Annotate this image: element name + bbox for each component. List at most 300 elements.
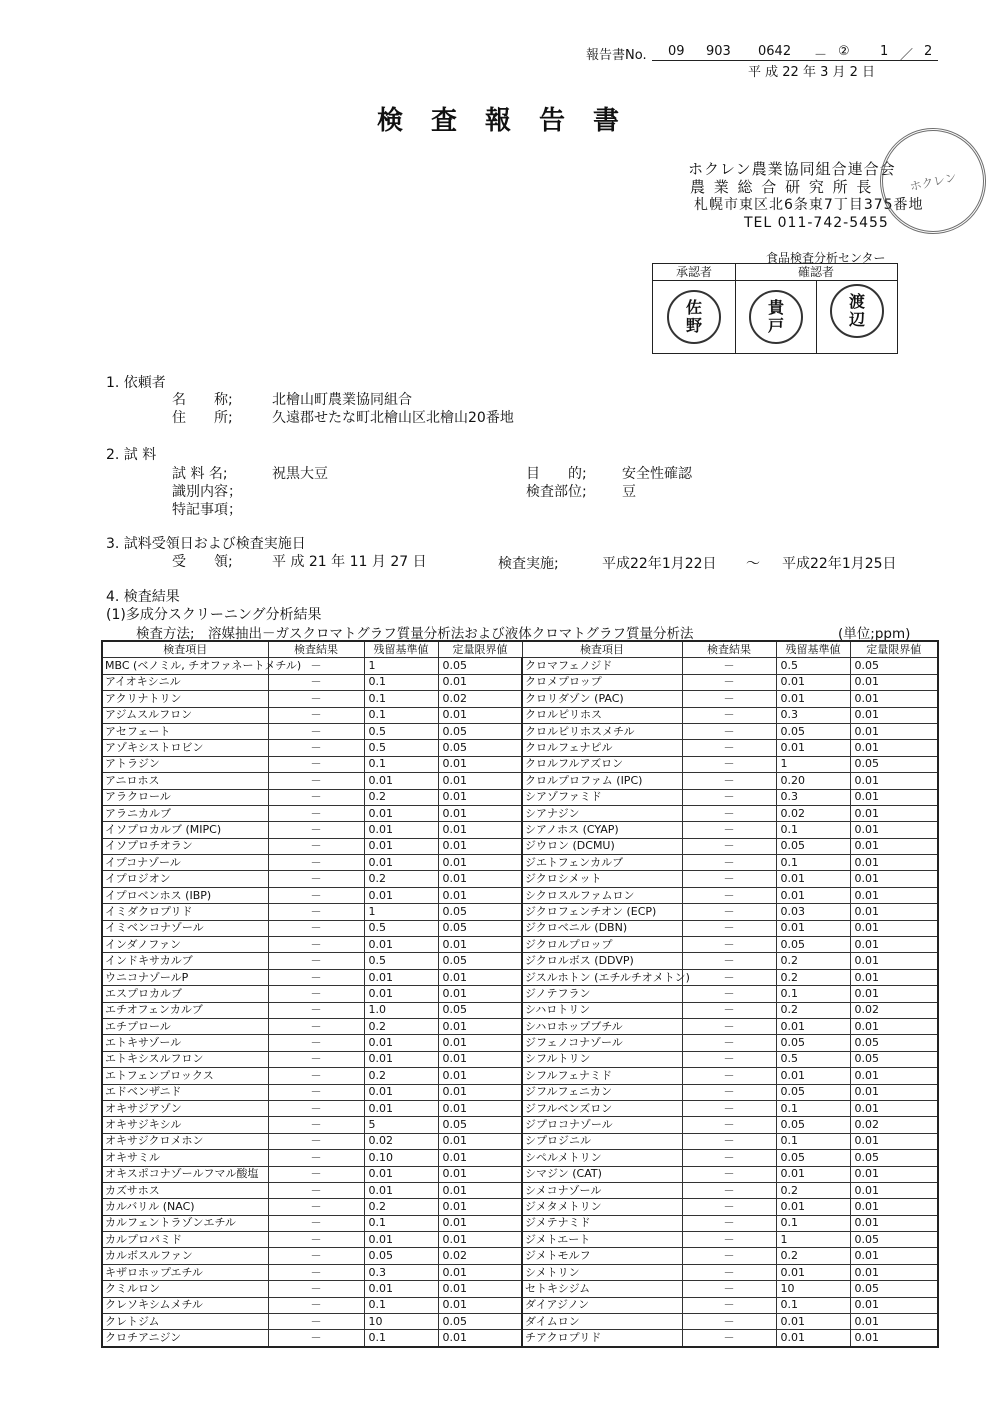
table-row [102, 822, 938, 838]
cell-result: － [268, 773, 364, 789]
cell-mrl: 0.5 [364, 953, 438, 969]
sample-name: 祝黒大豆 [272, 466, 328, 482]
cell-result: － [268, 986, 364, 1002]
table-row [102, 805, 938, 821]
cell-item: アジムスルフロン [102, 707, 268, 723]
cell-loq: 0.01 [850, 838, 938, 854]
cell-item: セトキシジム [522, 1281, 682, 1297]
cell-result: － [682, 1166, 776, 1182]
cell-loq: 0.01 [850, 1199, 938, 1215]
table-row [102, 658, 938, 674]
cell-mrl: 0.01 [776, 1264, 850, 1280]
requester-name-label: 名 称; [172, 392, 233, 408]
cell-loq: 0.05 [438, 1002, 522, 1018]
sample-notes-label: 特記事項； [172, 502, 242, 518]
cell-mrl: 0.3 [776, 789, 850, 805]
report-number-dash: － [814, 48, 828, 63]
cell-item: オキサジクロメホン [102, 1133, 268, 1149]
cell-mrl: 0.20 [776, 773, 850, 789]
cell-item: ウニコナゾールP [102, 969, 268, 985]
cell-item: キザロホップエチル [102, 1264, 268, 1280]
cell-result: － [268, 707, 364, 723]
cell-item: イプロベンホス (IBP) [102, 887, 268, 903]
cell-mrl: 0.1 [776, 1133, 850, 1149]
table-row [102, 986, 938, 1002]
cell-item: シクロスルファムロン [522, 887, 682, 903]
cell-loq: 0.01 [850, 1297, 938, 1313]
table-row [102, 1281, 938, 1297]
cell-mrl: 0.01 [364, 822, 438, 838]
cell-loq: 0.05 [438, 1117, 522, 1133]
table-row [102, 1232, 938, 1248]
cell-item: ジメトモルフ [522, 1248, 682, 1264]
cell-mrl: 0.1 [776, 1100, 850, 1116]
cell-result: － [682, 740, 776, 756]
cell-result: － [268, 691, 364, 707]
cell-mrl: 0.01 [776, 691, 850, 707]
cell-loq: 0.01 [850, 871, 938, 887]
table-row [102, 1100, 938, 1116]
cell-mrl: 0.1 [364, 1330, 438, 1347]
cell-result: － [682, 1018, 776, 1034]
cell-result: － [268, 969, 364, 985]
col-header-item: 検査項目 [522, 641, 682, 658]
cell-loq: 0.01 [438, 773, 522, 789]
cell-result: － [682, 969, 776, 985]
issuer-department: 農 業 総 合 研 究 所 長 [690, 178, 874, 196]
cell-loq: 0.01 [438, 1281, 522, 1297]
cell-item: ダイアジノン [522, 1297, 682, 1313]
cell-item: エドベンザニド [102, 1084, 268, 1100]
cell-mrl: 0.2 [776, 1002, 850, 1018]
issuer-organization: ホクレン農業協同組合連合会 [688, 160, 896, 178]
cell-item: イプロジオン [102, 871, 268, 887]
cell-item: シフルトリン [522, 1051, 682, 1067]
cell-result: － [268, 904, 364, 920]
requester-address-label: 住 所; [172, 410, 233, 426]
cell-item: アラニカルブ [102, 805, 268, 821]
cell-loq: 0.02 [850, 1117, 938, 1133]
cell-item: イミダクロプリド [102, 904, 268, 920]
cell-loq: 0.01 [438, 986, 522, 1002]
cell-result: － [268, 887, 364, 903]
col-header-mrl: 残留基準値 [776, 641, 850, 658]
confirmer-seal-1: 貴 戸 [749, 290, 803, 344]
cell-item: シフルフェナミド [522, 1068, 682, 1084]
table-row [102, 1084, 938, 1100]
cell-mrl: 0.01 [776, 740, 850, 756]
cell-item: MBC (ベノミル, チオファネートメチル) [102, 658, 268, 674]
confirmer-seal-2: 渡 辺 [830, 284, 884, 338]
cell-mrl: 5 [364, 1117, 438, 1133]
cell-mrl: 0.1 [364, 707, 438, 723]
cell-mrl: 0.5 [776, 1051, 850, 1067]
cell-result: － [682, 756, 776, 772]
table-row [102, 1330, 938, 1347]
test-period-tilde: ～ [746, 556, 760, 572]
table-row [102, 773, 938, 789]
cell-loq: 0.01 [850, 805, 938, 821]
cell-loq: 0.01 [438, 1330, 522, 1347]
cell-loq: 0.05 [438, 658, 522, 674]
cell-mrl: 1 [776, 1232, 850, 1248]
cell-loq: 0.01 [850, 855, 938, 871]
cell-item: シメトリン [522, 1264, 682, 1280]
cell-loq: 0.01 [438, 1100, 522, 1116]
cell-result: － [268, 756, 364, 772]
cell-loq: 0.05 [850, 1035, 938, 1051]
cell-result: － [268, 1117, 364, 1133]
cell-loq: 0.01 [438, 1264, 522, 1280]
cell-mrl: 0.2 [364, 789, 438, 805]
cell-item: シマジン (CAT) [522, 1166, 682, 1182]
tested-part-value: 豆 [622, 484, 636, 500]
cell-item: クロチアニジン [102, 1330, 268, 1347]
cell-loq: 0.05 [438, 723, 522, 739]
cell-item: イミベンコナゾール [102, 920, 268, 936]
cell-item: エトキシスルフロン [102, 1051, 268, 1067]
cell-loq: 0.05 [438, 740, 522, 756]
cell-mrl: 0.2 [776, 953, 850, 969]
cell-loq: 0.01 [438, 838, 522, 854]
stamp-text: ホクレン [908, 169, 958, 194]
cell-mrl: 0.01 [364, 969, 438, 985]
cell-result: － [268, 920, 364, 936]
cell-loq: 0.01 [438, 822, 522, 838]
cell-item: エチプロール [102, 1018, 268, 1034]
cell-result: － [682, 1068, 776, 1084]
cell-mrl: 0.05 [776, 1084, 850, 1100]
cell-item: イソプロチオラン [102, 838, 268, 854]
cell-loq: 0.01 [438, 756, 522, 772]
cell-mrl: 0.2 [364, 1018, 438, 1034]
cell-item: オキサミル [102, 1150, 268, 1166]
cell-result: － [268, 1068, 364, 1084]
cell-mrl: 0.01 [364, 1182, 438, 1198]
table-row [102, 904, 938, 920]
cell-mrl: 0.10 [364, 1150, 438, 1166]
cell-item: カルフェントラゾンエチル [102, 1215, 268, 1231]
cell-item: オキサジキシル [102, 1117, 268, 1133]
cell-mrl: 0.3 [776, 707, 850, 723]
confirmer-label: 確認者 [735, 264, 897, 281]
cell-item: ジフルベンズロン [522, 1100, 682, 1116]
test-end-date: 平成22年1月25日 [782, 556, 897, 572]
purpose-value: 安全性確認 [622, 466, 692, 482]
cell-item: ジエトフェンカルブ [522, 855, 682, 871]
issuer-address: 札幌市東区北6条東7丁目375番地 [694, 197, 924, 213]
cell-loq: 0.01 [438, 1199, 522, 1215]
cell-item: ジプロコナゾール [522, 1117, 682, 1133]
report-number-part1: 09 [668, 44, 685, 59]
cell-loq: 0.05 [850, 1150, 938, 1166]
cell-loq: 0.01 [850, 1330, 938, 1347]
table-row [102, 1297, 938, 1313]
cell-loq: 0.01 [438, 1133, 522, 1149]
cell-loq: 0.01 [438, 789, 522, 805]
section2-heading: 2. 試 料 [106, 447, 157, 463]
cell-item: クロルピリホス [522, 707, 682, 723]
cell-loq: 0.01 [850, 1248, 938, 1264]
cell-result: － [682, 838, 776, 854]
cell-result: － [268, 1035, 364, 1051]
cell-result: － [682, 1264, 776, 1280]
cell-loq: 0.05 [438, 1314, 522, 1330]
table-row [102, 1035, 938, 1051]
cell-item: ジフルフェニカン [522, 1084, 682, 1100]
cell-mrl: 0.01 [364, 1281, 438, 1297]
cell-item: シアノホス (CYAP) [522, 822, 682, 838]
cell-mrl: 0.05 [776, 1035, 850, 1051]
cell-item: オキサジアゾン [102, 1100, 268, 1116]
received-label: 受 領; [172, 554, 233, 570]
cell-item: インドキサカルブ [102, 953, 268, 969]
page-title: 検査報告書 [376, 106, 647, 136]
cell-result: － [682, 1281, 776, 1297]
approval-divider [816, 281, 817, 353]
cell-mrl: 0.5 [364, 723, 438, 739]
cell-loq: 0.01 [438, 1068, 522, 1084]
cell-loq: 0.01 [850, 1133, 938, 1149]
cell-loq: 0.05 [438, 904, 522, 920]
cell-result: － [268, 822, 364, 838]
cell-mrl: 0.1 [776, 1297, 850, 1313]
table-row [102, 740, 938, 756]
cell-mrl: 0.05 [776, 838, 850, 854]
cell-result: － [268, 1100, 364, 1116]
cell-mrl: 0.01 [364, 1051, 438, 1067]
cell-mrl: 0.01 [364, 887, 438, 903]
cell-mrl: 0.1 [364, 691, 438, 707]
cell-mrl: 0.05 [776, 1150, 850, 1166]
cell-mrl: 0.05 [776, 1117, 850, 1133]
cell-mrl: 0.1 [364, 674, 438, 690]
table-row [102, 1133, 938, 1149]
cell-result: － [268, 1002, 364, 1018]
cell-loq: 0.01 [850, 1068, 938, 1084]
cell-result: － [682, 1248, 776, 1264]
cell-result: － [268, 1264, 364, 1280]
cell-mrl: 0.01 [364, 986, 438, 1002]
cell-item: オキスポコナゾールフマル酸塩 [102, 1166, 268, 1182]
sample-name-label: 試 料 名; [172, 466, 228, 482]
cell-mrl: 0.5 [364, 920, 438, 936]
cell-loq: 0.01 [438, 855, 522, 871]
cell-item: シアゾファミド [522, 789, 682, 805]
cell-result: － [682, 1084, 776, 1100]
col-header-loq: 定量限界値 [438, 641, 522, 658]
cell-result: － [682, 707, 776, 723]
cell-result: － [682, 855, 776, 871]
table-header-row [102, 641, 938, 658]
cell-mrl: 0.01 [364, 1166, 438, 1182]
cell-mrl: 0.01 [364, 1035, 438, 1051]
cell-loq: 0.01 [850, 904, 938, 920]
cell-result: － [682, 1117, 776, 1133]
report-number-part4: ② [838, 44, 850, 59]
cell-mrl: 0.01 [364, 855, 438, 871]
cell-mrl: 0.2 [364, 1199, 438, 1215]
cell-result: － [268, 855, 364, 871]
col-header-loq: 定量限界値 [850, 641, 938, 658]
cell-result: － [682, 1100, 776, 1116]
cell-loq: 0.01 [850, 969, 938, 985]
approval-box [652, 263, 898, 354]
cell-loq: 0.05 [850, 1051, 938, 1067]
cell-result: － [268, 1215, 364, 1231]
cell-result: － [682, 773, 776, 789]
table-row [102, 1314, 938, 1330]
cell-item: チアクロプリド [522, 1330, 682, 1347]
cell-loq: 0.01 [850, 740, 938, 756]
cell-loq: 0.01 [850, 1100, 938, 1116]
table-row [102, 969, 938, 985]
cell-loq: 0.05 [438, 920, 522, 936]
cell-mrl: 0.03 [776, 904, 850, 920]
table-row [102, 855, 938, 871]
cell-item: カルボスルファン [102, 1248, 268, 1264]
cell-result: － [682, 937, 776, 953]
cell-item: クロルピリホスメチル [522, 723, 682, 739]
report-number-label: 報告書No. [586, 48, 647, 63]
cell-loq: 0.01 [850, 1166, 938, 1182]
cell-loq: 0.01 [850, 707, 938, 723]
approval-divider [735, 264, 736, 353]
cell-loq: 0.01 [438, 887, 522, 903]
cell-item: クロルプロファム (IPC) [522, 773, 682, 789]
cell-loq: 0.01 [438, 1051, 522, 1067]
results-table-body [102, 658, 938, 1347]
cell-mrl: 0.1 [776, 855, 850, 871]
cell-loq: 0.05 [438, 953, 522, 969]
cell-mrl: 0.01 [776, 674, 850, 690]
cell-loq: 0.01 [850, 920, 938, 936]
cell-mrl: 1 [776, 756, 850, 772]
cell-result: － [268, 723, 364, 739]
cell-loq: 0.02 [438, 1248, 522, 1264]
col-header-item: 検査項目 [102, 641, 268, 658]
table-row [102, 723, 938, 739]
table-row [102, 1018, 938, 1034]
received-date: 平 成 21 年 11 月 27 日 [272, 554, 427, 570]
cell-item: インダノファン [102, 937, 268, 953]
cell-item: シハロホップブチル [522, 1018, 682, 1034]
table-row [102, 1117, 938, 1133]
cell-result: － [268, 1281, 364, 1297]
sample-id-label: 識別内容； [172, 484, 242, 500]
cell-result: － [268, 1330, 364, 1347]
cell-result: － [268, 1051, 364, 1067]
cell-item: アイオキシニル [102, 674, 268, 690]
cell-result: － [682, 986, 776, 1002]
cell-mrl: 0.1 [776, 1215, 850, 1231]
cell-result: － [682, 1314, 776, 1330]
cell-loq: 0.02 [850, 1002, 938, 1018]
cell-mrl: 0.01 [364, 838, 438, 854]
table-row [102, 871, 938, 887]
cell-loq: 0.01 [850, 1182, 938, 1198]
test-start-date: 平成22年1月22日 [602, 556, 717, 572]
cell-result: － [268, 740, 364, 756]
cell-loq: 0.01 [850, 691, 938, 707]
cell-mrl: 0.2 [776, 1248, 850, 1264]
table-row [102, 920, 938, 936]
cell-item: ジクロルプロップ [522, 937, 682, 953]
cell-loq: 0.01 [438, 1215, 522, 1231]
table-row [102, 674, 938, 690]
cell-item: エスプロカルブ [102, 986, 268, 1002]
cell-result: － [268, 1018, 364, 1034]
approver-seal: 佐 野 [667, 290, 721, 344]
cell-loq: 0.02 [438, 691, 522, 707]
cell-loq: 0.01 [438, 1166, 522, 1182]
section4-heading: 4. 検査結果 [106, 589, 180, 605]
cell-result: － [268, 805, 364, 821]
cell-loq: 0.01 [850, 953, 938, 969]
cell-loq: 0.01 [850, 1314, 938, 1330]
cell-item: シプロジニル [522, 1133, 682, 1149]
cell-mrl: 0.1 [364, 1215, 438, 1231]
cell-mrl: 0.01 [364, 1084, 438, 1100]
cell-result: － [682, 1199, 776, 1215]
cell-result: － [268, 1297, 364, 1313]
cell-mrl: 1 [364, 904, 438, 920]
cell-mrl: 0.01 [364, 1232, 438, 1248]
cell-result: － [682, 805, 776, 821]
cell-result: － [682, 691, 776, 707]
table-row [102, 1248, 938, 1264]
table-row [102, 789, 938, 805]
requester-name: 北檜山町農業協同組合 [272, 392, 412, 408]
cell-mrl: 0.02 [364, 1133, 438, 1149]
cell-loq: 0.01 [850, 1215, 938, 1231]
cell-result: － [682, 1297, 776, 1313]
cell-mrl: 0.05 [776, 937, 850, 953]
cell-result: － [268, 658, 364, 674]
cell-result: － [682, 789, 776, 805]
cell-mrl: 0.1 [364, 756, 438, 772]
cell-result: － [268, 1166, 364, 1182]
table-row [102, 838, 938, 854]
cell-mrl: 0.5 [776, 658, 850, 674]
cell-loq: 0.01 [850, 822, 938, 838]
cell-item: ジフェノコナゾール [522, 1035, 682, 1051]
cell-loq: 0.01 [850, 789, 938, 805]
purpose-label: 目 的; [526, 466, 587, 482]
tested-part-label: 検査部位; [526, 484, 587, 500]
cell-result: － [682, 1215, 776, 1231]
cell-result: － [268, 1199, 364, 1215]
cell-loq: 0.01 [438, 1297, 522, 1313]
cell-mrl: 0.01 [776, 1018, 850, 1034]
cell-mrl: 0.01 [776, 920, 850, 936]
results-subheading: (1)多成分スクリーニング分析結果 [106, 607, 322, 623]
cell-result: － [682, 1182, 776, 1198]
cell-mrl: 0.01 [776, 871, 850, 887]
report-number-part2: 903 [706, 44, 731, 59]
cell-result: － [682, 723, 776, 739]
approver-label: 承認者 [653, 264, 735, 281]
cell-item: ジウロン (DCMU) [522, 838, 682, 854]
cell-loq: 0.01 [438, 1232, 522, 1248]
section1-heading: 1. 依頼者 [106, 375, 166, 391]
cell-result: － [682, 674, 776, 690]
cell-loq: 0.05 [850, 1281, 938, 1297]
cell-loq: 0.01 [850, 887, 938, 903]
cell-result: － [268, 1182, 364, 1198]
cell-item: アクリナトリン [102, 691, 268, 707]
cell-item: ジメタメトリン [522, 1199, 682, 1215]
